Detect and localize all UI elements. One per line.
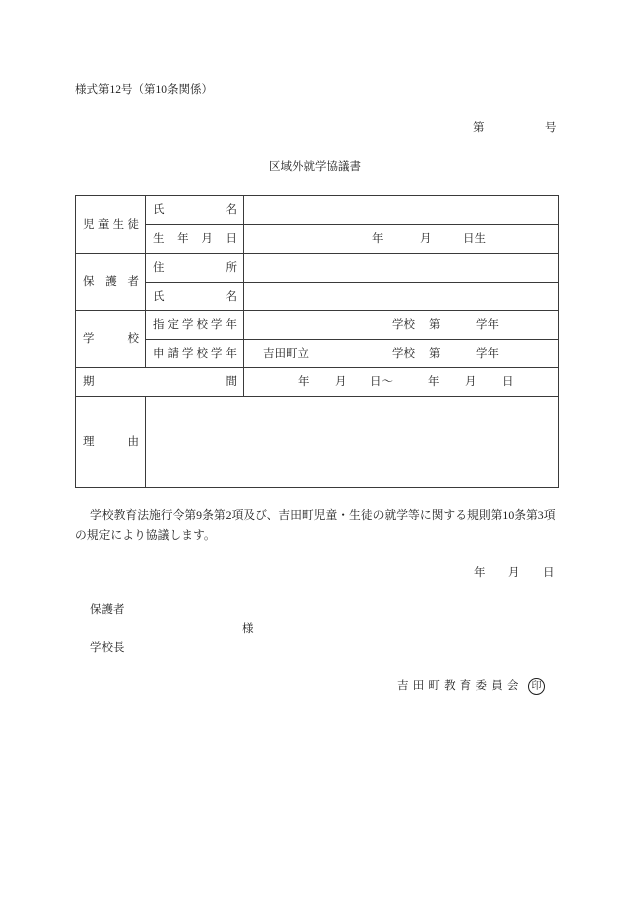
date-year-unit: 年 — [474, 567, 486, 579]
label-char: 校 — [196, 319, 208, 331]
designated-school-field — [244, 311, 559, 340]
period-to-year-unit: 年 — [428, 376, 440, 388]
period-field — [244, 368, 559, 397]
school-group-cell — [76, 311, 146, 368]
table-row-student-birthdate — [76, 225, 559, 254]
label-char: 徒 — [127, 218, 139, 231]
form-number: 様式第12号（第10条関係） — [75, 84, 213, 96]
guardian-group-cell — [76, 254, 146, 311]
consultation-form-table — [75, 195, 559, 488]
label-char: 期 — [83, 376, 95, 388]
label-char: 学 — [182, 347, 194, 360]
table-row-reason — [76, 397, 559, 488]
label-char: 学 — [182, 319, 194, 331]
student-name-field — [244, 196, 559, 225]
label-char: 月 — [201, 233, 213, 245]
table-row-requested-school — [76, 340, 559, 368]
requested-school-label-cell — [146, 340, 244, 368]
body-text-line-1: 学校教育法施行令第9条第2項及び、吉田町児童・生徒の就学等に関する規則第10条第3項 — [90, 508, 556, 522]
date-month-unit: 月 — [508, 567, 520, 579]
date-day-unit: 日 — [543, 567, 555, 579]
label-char: 年 — [225, 319, 237, 331]
birthdate-day-unit: 日生 — [463, 233, 486, 245]
label-char: 保 — [83, 276, 95, 288]
label-char: 氏 — [153, 204, 165, 216]
period-from-month-unit: 月 — [335, 376, 347, 388]
student-birthdate-field — [244, 225, 559, 254]
addressee-honorific: 様 — [242, 623, 254, 635]
designated-ordinal-unit: 第 — [429, 319, 441, 331]
reason-label — [76, 435, 145, 449]
document-number-prefix: 第 — [473, 122, 485, 134]
guardian-address-label-cell — [146, 254, 244, 283]
period-from-day-unit: 日〜 — [370, 376, 393, 388]
student-name-label-cell — [146, 196, 244, 225]
school-group-label — [76, 332, 145, 346]
student-name-label — [146, 203, 243, 217]
label-char: 護 — [105, 276, 117, 288]
birthdate-month-unit: 月 — [420, 233, 432, 245]
label-char: 指 — [153, 319, 165, 331]
label-char: 年 — [177, 233, 189, 245]
issuer-name: 吉田町教育委員会 — [397, 680, 523, 692]
reason-field — [146, 397, 559, 488]
period-label — [76, 375, 243, 389]
requested-school-label — [146, 347, 243, 361]
designated-school-unit: 学校 — [392, 319, 415, 331]
label-char: 請 — [167, 347, 179, 360]
label-char: 生 — [112, 218, 125, 231]
label-char: 住 — [153, 262, 165, 274]
requested-school-prefix: 吉田町立 — [263, 347, 309, 360]
designated-school-label — [146, 318, 243, 332]
guardian-name-label-cell — [146, 283, 244, 311]
label-char: 学 — [211, 319, 223, 331]
label-char: 名 — [225, 204, 237, 216]
table-row-student-name — [76, 196, 559, 225]
label-char: 学 — [211, 347, 223, 360]
label-char: 間 — [225, 376, 237, 388]
student-group-label — [76, 218, 145, 232]
label-char: 生 — [153, 233, 165, 245]
guardian-name-label — [146, 290, 243, 304]
document-number-suffix: 号 — [545, 122, 557, 134]
designated-school-label-cell — [146, 311, 244, 340]
guardian-address-field — [244, 254, 559, 283]
label-char: 学 — [83, 333, 95, 345]
table-row-designated-school — [76, 311, 559, 340]
table-body — [76, 196, 559, 488]
label-char: 由 — [127, 436, 139, 448]
designated-grade-unit: 学年 — [476, 319, 499, 331]
requested-grade-unit: 学年 — [476, 347, 499, 360]
requested-school-field — [244, 340, 559, 368]
label-char: 児 — [83, 218, 95, 231]
label-char: 理 — [83, 436, 95, 448]
body-text-line-2: の規定により協議します。 — [75, 528, 216, 542]
table-row-period — [76, 368, 559, 397]
period-to-day-unit: 日 — [502, 376, 514, 388]
label-char: 校 — [127, 333, 139, 345]
label-char: 申 — [153, 347, 165, 360]
period-from-year-unit: 年 — [298, 376, 310, 388]
birthdate-year-unit: 年 — [372, 233, 384, 245]
label-char: 定 — [167, 319, 179, 331]
label-char: 所 — [225, 262, 237, 274]
student-birthdate-label — [146, 232, 243, 246]
label-char: 校 — [196, 347, 208, 360]
label-char: 氏 — [153, 290, 165, 303]
student-group-cell — [76, 196, 146, 254]
table-row-guardian-name — [76, 283, 559, 311]
guardian-address-label — [146, 261, 243, 275]
requested-school-unit: 学校 — [392, 347, 415, 360]
period-label-cell — [76, 368, 244, 397]
period-to-month-unit: 月 — [465, 376, 477, 388]
table-row-guardian-address — [76, 254, 559, 283]
addressee-principal: 学校長 — [90, 642, 125, 654]
document-title: 区域外就学協議書 — [269, 161, 361, 173]
guardian-group-label — [76, 275, 145, 289]
student-birthdate-label-cell — [146, 225, 244, 254]
requested-ordinal-unit: 第 — [429, 347, 441, 360]
label-char: 者 — [127, 276, 139, 288]
seal-icon: 印 — [528, 678, 545, 695]
reason-label-cell — [76, 397, 146, 488]
label-char: 年 — [225, 347, 237, 360]
addressee-guardian: 保護者 — [90, 604, 125, 616]
guardian-name-field — [244, 283, 559, 311]
label-char: 名 — [225, 290, 237, 303]
label-char: 日 — [225, 233, 237, 245]
label-char: 童 — [97, 218, 110, 231]
